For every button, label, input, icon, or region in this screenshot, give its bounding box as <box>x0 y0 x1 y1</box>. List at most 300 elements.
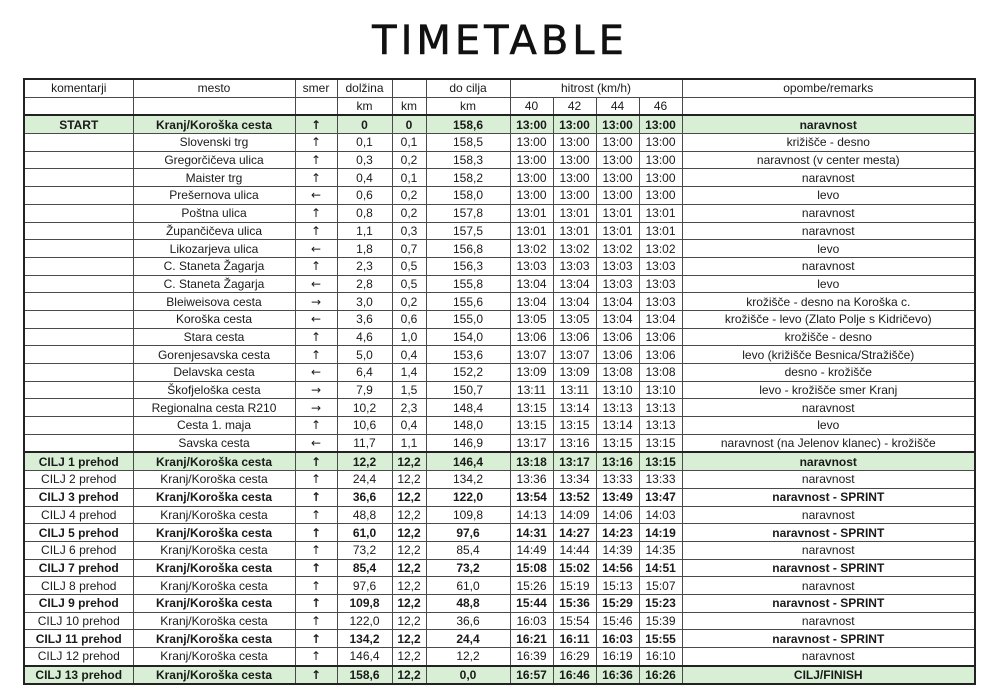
time-46-cell: 13:03 <box>639 293 682 311</box>
komentar-cell <box>24 169 133 187</box>
table-row <box>24 506 975 524</box>
segment-km-cell: 12,2 <box>392 666 426 685</box>
segment-km-cell: 12,2 <box>392 506 426 524</box>
dolzina-cell: 7,9 <box>337 381 392 399</box>
opombe-cell: naravnost <box>682 204 975 222</box>
opombe-cell: naravnost (v center mesta) <box>682 151 975 169</box>
segment-km-cell: 0,5 <box>392 257 426 275</box>
opombe-cell: naravnost <box>682 169 975 187</box>
do-cilja-cell: 0,0 <box>426 666 510 685</box>
do-cilja-cell: 150,7 <box>426 381 510 399</box>
time-44-cell: 13:03 <box>596 257 639 275</box>
time-40-cell: 15:26 <box>510 577 553 595</box>
time-44-cell: 14:39 <box>596 541 639 559</box>
dolzina-cell: 12,2 <box>337 452 392 470</box>
mesto-cell: Kranj/Koroška cesta <box>133 577 295 595</box>
time-44-cell: 13:15 <box>596 434 639 452</box>
time-40-cell: 13:17 <box>510 434 553 452</box>
time-44-cell: 15:46 <box>596 612 639 630</box>
table-row <box>24 452 975 470</box>
opombe-cell: desno - krožišče <box>682 364 975 382</box>
opombe-cell: levo (križišče Besnica/Stražišče) <box>682 346 975 364</box>
opombe-cell: križišče - desno <box>682 134 975 152</box>
dolzina-cell: 2,8 <box>337 275 392 293</box>
table-row <box>24 310 975 328</box>
time-42-cell: 13:14 <box>553 399 596 417</box>
smer-arrow-icon: ↑ <box>295 257 337 275</box>
komentar-cell <box>24 417 133 435</box>
mesto-cell: Kranj/Koroška cesta <box>133 524 295 542</box>
smer-arrow-icon: ↑ <box>295 612 337 630</box>
time-46-cell: 14:03 <box>639 506 682 524</box>
time-44-cell: 13:10 <box>596 381 639 399</box>
speed-header-46: 46 <box>639 97 682 115</box>
segment-km-cell: 12,2 <box>392 524 426 542</box>
segment-km-cell: 0,2 <box>392 293 426 311</box>
unit-cell <box>682 97 975 115</box>
komentar-cell <box>24 257 133 275</box>
time-46-cell: 13:33 <box>639 471 682 489</box>
time-40-cell: 13:00 <box>510 169 553 187</box>
smer-arrow-icon: ← <box>295 310 337 328</box>
table-row <box>24 434 975 452</box>
opombe-cell: naravnost <box>682 541 975 559</box>
time-42-cell: 14:27 <box>553 524 596 542</box>
segment-km-cell: 12,2 <box>392 541 426 559</box>
smer-arrow-icon: ↑ <box>295 204 337 222</box>
komentar-cell: CILJ 12 prehod <box>24 648 133 666</box>
mesto-cell: Poštna ulica <box>133 204 295 222</box>
time-42-cell: 13:00 <box>553 151 596 169</box>
mesto-cell: Stara cesta <box>133 328 295 346</box>
segment-km-cell: 12,2 <box>392 648 426 666</box>
table-row <box>24 204 975 222</box>
time-42-cell: 16:29 <box>553 648 596 666</box>
time-40-cell: 16:39 <box>510 648 553 666</box>
time-44-cell: 13:13 <box>596 399 639 417</box>
do-cilja-cell: 36,6 <box>426 612 510 630</box>
time-40-cell: 16:21 <box>510 630 553 648</box>
time-42-cell: 14:09 <box>553 506 596 524</box>
speed-header-40: 40 <box>510 97 553 115</box>
time-42-cell: 13:04 <box>553 293 596 311</box>
opombe-cell: naravnost - SPRINT <box>682 630 975 648</box>
time-40-cell: 15:08 <box>510 559 553 577</box>
table-row <box>24 612 975 630</box>
do-cilja-cell: 73,2 <box>426 559 510 577</box>
time-44-cell: 13:00 <box>596 134 639 152</box>
time-46-cell: 13:01 <box>639 222 682 240</box>
table-row <box>24 594 975 612</box>
mesto-cell: Gregorčičeva ulica <box>133 151 295 169</box>
do-cilja-cell: 155,8 <box>426 275 510 293</box>
table-row <box>24 559 975 577</box>
do-cilja-cell: 152,2 <box>426 364 510 382</box>
dolzina-cell: 158,6 <box>337 666 392 685</box>
segment-km-cell: 1,5 <box>392 381 426 399</box>
time-44-cell: 14:23 <box>596 524 639 542</box>
dolzina-cell: 48,8 <box>337 506 392 524</box>
col-header-smer: smer <box>295 79 337 97</box>
segment-km-cell: 0,2 <box>392 151 426 169</box>
time-40-cell: 13:36 <box>510 471 553 489</box>
opombe-cell: naravnost <box>682 577 975 595</box>
time-40-cell: 16:57 <box>510 666 553 685</box>
time-40-cell: 16:03 <box>510 612 553 630</box>
table-row <box>24 417 975 435</box>
table-row <box>24 524 975 542</box>
dolzina-cell: 146,4 <box>337 648 392 666</box>
time-44-cell: 15:29 <box>596 594 639 612</box>
mesto-cell: Kranj/Koroška cesta <box>133 648 295 666</box>
time-44-cell: 13:01 <box>596 222 639 240</box>
timetable <box>23 78 976 685</box>
komentar-cell: CILJ 5 prehod <box>24 524 133 542</box>
mesto-cell: C. Staneta Žagarja <box>133 275 295 293</box>
table-row <box>24 169 975 187</box>
do-cilja-cell: 12,2 <box>426 648 510 666</box>
smer-arrow-icon: ↑ <box>295 452 337 470</box>
time-44-cell: 13:00 <box>596 187 639 205</box>
segment-km-cell: 0,3 <box>392 222 426 240</box>
mesto-cell: Župančičeva ulica <box>133 222 295 240</box>
smer-arrow-icon: → <box>295 293 337 311</box>
segment-km-cell: 0,2 <box>392 187 426 205</box>
page-title: TIMETABLE <box>372 18 628 64</box>
smer-arrow-icon: ↑ <box>295 666 337 685</box>
time-42-cell: 13:05 <box>553 310 596 328</box>
time-46-cell: 13:03 <box>639 275 682 293</box>
do-cilja-cell: 157,5 <box>426 222 510 240</box>
unit-cell: km <box>337 97 392 115</box>
komentar-cell <box>24 293 133 311</box>
time-42-cell: 13:52 <box>553 488 596 506</box>
time-40-cell: 13:11 <box>510 381 553 399</box>
mesto-cell: Bleiweisova cesta <box>133 293 295 311</box>
dolzina-cell: 4,6 <box>337 328 392 346</box>
komentar-cell <box>24 222 133 240</box>
do-cilja-cell: 61,0 <box>426 577 510 595</box>
time-44-cell: 13:06 <box>596 328 639 346</box>
do-cilja-cell: 158,6 <box>426 115 510 133</box>
komentar-cell: CILJ 13 prehod <box>24 666 133 685</box>
dolzina-cell: 11,7 <box>337 434 392 452</box>
segment-km-cell: 12,2 <box>392 612 426 630</box>
smer-arrow-icon: → <box>295 381 337 399</box>
opombe-cell: naravnost - SPRINT <box>682 524 975 542</box>
time-46-cell: 13:15 <box>639 452 682 470</box>
mesto-cell: C. Staneta Žagarja <box>133 257 295 275</box>
mesto-cell: Kranj/Koroška cesta <box>133 452 295 470</box>
opombe-cell: levo <box>682 417 975 435</box>
segment-km-cell: 12,2 <box>392 594 426 612</box>
dolzina-cell: 36,6 <box>337 488 392 506</box>
do-cilja-cell: 158,3 <box>426 151 510 169</box>
komentar-cell <box>24 381 133 399</box>
time-46-cell: 15:39 <box>639 612 682 630</box>
col-header-dolzina: dolžina <box>337 79 392 97</box>
opombe-cell: naravnost <box>682 257 975 275</box>
dolzina-cell: 3,0 <box>337 293 392 311</box>
komentar-cell <box>24 275 133 293</box>
table-row <box>24 240 975 258</box>
do-cilja-cell: 85,4 <box>426 541 510 559</box>
unit-cell <box>24 97 133 115</box>
time-40-cell: 13:54 <box>510 488 553 506</box>
time-44-cell: 15:13 <box>596 577 639 595</box>
do-cilja-cell: 156,8 <box>426 240 510 258</box>
opombe-cell: levo <box>682 275 975 293</box>
opombe-cell: krožišče - desno <box>682 328 975 346</box>
do-cilja-cell: 109,8 <box>426 506 510 524</box>
dolzina-cell: 5,0 <box>337 346 392 364</box>
time-44-cell: 13:00 <box>596 169 639 187</box>
dolzina-cell: 0 <box>337 115 392 133</box>
time-42-cell: 14:44 <box>553 541 596 559</box>
mesto-cell: Regionalna cesta R210 <box>133 399 295 417</box>
dolzina-cell: 0,1 <box>337 134 392 152</box>
time-40-cell: 13:00 <box>510 151 553 169</box>
komentar-cell <box>24 187 133 205</box>
dolzina-cell: 97,6 <box>337 577 392 595</box>
segment-km-cell: 1,1 <box>392 434 426 452</box>
time-40-cell: 13:03 <box>510 257 553 275</box>
dolzina-cell: 0,3 <box>337 151 392 169</box>
time-46-cell: 13:00 <box>639 187 682 205</box>
time-42-cell: 13:00 <box>553 115 596 133</box>
table-row <box>24 666 975 685</box>
mesto-cell: Kranj/Koroška cesta <box>133 471 295 489</box>
time-44-cell: 16:19 <box>596 648 639 666</box>
table-row <box>24 275 975 293</box>
time-42-cell: 13:17 <box>553 452 596 470</box>
time-40-cell: 13:05 <box>510 310 553 328</box>
komentar-cell: CILJ 6 prehod <box>24 541 133 559</box>
time-42-cell: 13:01 <box>553 204 596 222</box>
mesto-cell: Koroška cesta <box>133 310 295 328</box>
smer-arrow-icon: ↑ <box>295 151 337 169</box>
komentar-cell: CILJ 3 prehod <box>24 488 133 506</box>
col-header-komentarji: komentarji <box>24 79 133 97</box>
komentar-cell <box>24 434 133 452</box>
segment-km-cell: 0,7 <box>392 240 426 258</box>
time-44-cell: 13:00 <box>596 151 639 169</box>
time-44-cell: 13:16 <box>596 452 639 470</box>
opombe-cell: naravnost - SPRINT <box>682 559 975 577</box>
time-40-cell: 13:00 <box>510 134 553 152</box>
table-row <box>24 293 975 311</box>
komentar-cell: CILJ 2 prehod <box>24 471 133 489</box>
segment-km-cell: 1,4 <box>392 364 426 382</box>
smer-arrow-icon: ↑ <box>295 506 337 524</box>
segment-km-cell: 0 <box>392 115 426 133</box>
time-46-cell: 13:00 <box>639 169 682 187</box>
col-header-mesto: mesto <box>133 79 295 97</box>
segment-km-cell: 12,2 <box>392 488 426 506</box>
table-row <box>24 381 975 399</box>
time-42-cell: 13:04 <box>553 275 596 293</box>
komentar-cell: CILJ 4 prehod <box>24 506 133 524</box>
time-40-cell: 13:15 <box>510 399 553 417</box>
do-cilja-cell: 157,8 <box>426 204 510 222</box>
time-40-cell: 13:07 <box>510 346 553 364</box>
opombe-cell: naravnost <box>682 222 975 240</box>
segment-km-cell: 0,4 <box>392 417 426 435</box>
opombe-cell: naravnost <box>682 648 975 666</box>
time-42-cell: 13:00 <box>553 187 596 205</box>
opombe-cell: krožišče - levo (Zlato Polje s Kidričevo) <box>682 310 975 328</box>
opombe-cell: naravnost (na Jelenov klanec) - krožišče <box>682 434 975 452</box>
smer-arrow-icon: ↑ <box>295 559 337 577</box>
komentar-cell: CILJ 10 prehod <box>24 612 133 630</box>
time-46-cell: 13:06 <box>639 346 682 364</box>
mesto-cell: Kranj/Koroška cesta <box>133 630 295 648</box>
komentar-cell: CILJ 7 prehod <box>24 559 133 577</box>
segment-km-cell: 2,3 <box>392 399 426 417</box>
mesto-cell: Slovenski trg <box>133 134 295 152</box>
komentar-cell <box>24 399 133 417</box>
time-46-cell: 16:10 <box>639 648 682 666</box>
time-46-cell: 15:55 <box>639 630 682 648</box>
smer-arrow-icon: ↑ <box>295 471 337 489</box>
mesto-cell: Cesta 1. maja <box>133 417 295 435</box>
opombe-cell: levo <box>682 187 975 205</box>
time-44-cell: 13:49 <box>596 488 639 506</box>
time-46-cell: 13:00 <box>639 134 682 152</box>
time-46-cell: 13:15 <box>639 434 682 452</box>
opombe-cell: naravnost <box>682 506 975 524</box>
time-46-cell: 13:13 <box>639 399 682 417</box>
do-cilja-cell: 24,4 <box>426 630 510 648</box>
segment-km-cell: 12,2 <box>392 452 426 470</box>
smer-arrow-icon: ← <box>295 275 337 293</box>
do-cilja-cell: 148,0 <box>426 417 510 435</box>
dolzina-cell: 134,2 <box>337 630 392 648</box>
do-cilja-cell: 122,0 <box>426 488 510 506</box>
time-44-cell: 13:04 <box>596 310 639 328</box>
opombe-cell: naravnost <box>682 399 975 417</box>
komentar-cell: START <box>24 115 133 133</box>
time-46-cell: 13:06 <box>639 328 682 346</box>
time-42-cell: 15:54 <box>553 612 596 630</box>
smer-arrow-icon: ↑ <box>295 594 337 612</box>
time-46-cell: 13:47 <box>639 488 682 506</box>
table-row <box>24 577 975 595</box>
segment-km-cell: 12,2 <box>392 559 426 577</box>
time-46-cell: 14:19 <box>639 524 682 542</box>
time-46-cell: 13:00 <box>639 151 682 169</box>
dolzina-cell: 10,6 <box>337 417 392 435</box>
time-40-cell: 13:00 <box>510 187 553 205</box>
smer-arrow-icon: ← <box>295 187 337 205</box>
opombe-cell: krožišče - desno na Koroška c. <box>682 293 975 311</box>
mesto-cell: Kranj/Koroška cesta <box>133 115 295 133</box>
dolzina-cell: 73,2 <box>337 541 392 559</box>
segment-km-cell: 0,1 <box>392 169 426 187</box>
time-42-cell: 15:19 <box>553 577 596 595</box>
table-row <box>24 541 975 559</box>
time-46-cell: 15:23 <box>639 594 682 612</box>
time-44-cell: 13:14 <box>596 417 639 435</box>
time-40-cell: 13:04 <box>510 275 553 293</box>
time-46-cell: 13:00 <box>639 115 682 133</box>
speed-header-42: 42 <box>553 97 596 115</box>
time-42-cell: 13:07 <box>553 346 596 364</box>
smer-arrow-icon: ← <box>295 364 337 382</box>
time-40-cell: 13:06 <box>510 328 553 346</box>
dolzina-cell: 61,0 <box>337 524 392 542</box>
dolzina-cell: 1,8 <box>337 240 392 258</box>
time-42-cell: 13:02 <box>553 240 596 258</box>
smer-arrow-icon: ↑ <box>295 134 337 152</box>
opombe-cell: naravnost <box>682 612 975 630</box>
time-40-cell: 14:49 <box>510 541 553 559</box>
do-cilja-cell: 155,6 <box>426 293 510 311</box>
smer-arrow-icon: ↑ <box>295 346 337 364</box>
do-cilja-cell: 158,5 <box>426 134 510 152</box>
col-header-do-cilja: do cilja <box>426 79 510 97</box>
time-44-cell: 13:04 <box>596 293 639 311</box>
dolzina-cell: 24,4 <box>337 471 392 489</box>
time-42-cell: 13:00 <box>553 134 596 152</box>
dolzina-cell: 0,4 <box>337 169 392 187</box>
mesto-cell: Savska cesta <box>133 434 295 452</box>
time-42-cell: 13:03 <box>553 257 596 275</box>
opombe-cell: naravnost <box>682 471 975 489</box>
dolzina-cell: 6,4 <box>337 364 392 382</box>
table-row <box>24 134 975 152</box>
do-cilja-cell: 155,0 <box>426 310 510 328</box>
smer-arrow-icon: → <box>295 399 337 417</box>
table-row <box>24 399 975 417</box>
dolzina-cell: 122,0 <box>337 612 392 630</box>
segment-km-cell: 12,2 <box>392 630 426 648</box>
time-40-cell: 13:04 <box>510 293 553 311</box>
time-46-cell: 15:07 <box>639 577 682 595</box>
time-40-cell: 13:01 <box>510 204 553 222</box>
mesto-cell: Kranj/Koroška cesta <box>133 541 295 559</box>
dolzina-cell: 2,3 <box>337 257 392 275</box>
do-cilja-cell: 97,6 <box>426 524 510 542</box>
komentar-cell <box>24 204 133 222</box>
table-row <box>24 488 975 506</box>
komentar-cell <box>24 240 133 258</box>
smer-arrow-icon: ↑ <box>295 577 337 595</box>
time-44-cell: 13:03 <box>596 275 639 293</box>
time-44-cell: 13:08 <box>596 364 639 382</box>
header-row-2 <box>24 97 975 115</box>
time-44-cell: 13:06 <box>596 346 639 364</box>
time-42-cell: 13:06 <box>553 328 596 346</box>
mesto-cell: Delavska cesta <box>133 364 295 382</box>
time-46-cell: 13:08 <box>639 364 682 382</box>
time-42-cell: 13:16 <box>553 434 596 452</box>
time-42-cell: 15:02 <box>553 559 596 577</box>
smer-arrow-icon: ↑ <box>295 222 337 240</box>
smer-arrow-icon: ↑ <box>295 115 337 133</box>
smer-arrow-icon: ↑ <box>295 541 337 559</box>
time-46-cell: 16:26 <box>639 666 682 685</box>
komentar-cell: CILJ 11 prehod <box>24 630 133 648</box>
time-44-cell: 13:33 <box>596 471 639 489</box>
mesto-cell: Škofjeloška cesta <box>133 381 295 399</box>
table-row <box>24 257 975 275</box>
segment-km-cell: 0,4 <box>392 346 426 364</box>
opombe-cell: naravnost - SPRINT <box>682 594 975 612</box>
time-40-cell: 13:18 <box>510 452 553 470</box>
komentar-cell: CILJ 9 prehod <box>24 594 133 612</box>
mesto-cell: Gorenjesavska cesta <box>133 346 295 364</box>
